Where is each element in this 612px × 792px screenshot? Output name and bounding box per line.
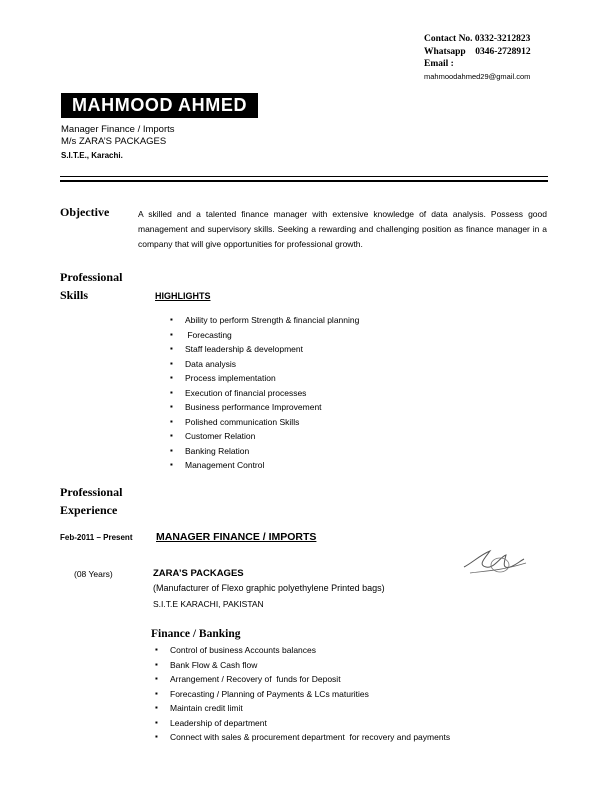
company-line: M/s ZARA’S PACKAGES — [61, 136, 167, 147]
list-item: ▪ Control of business Accounts balances — [170, 643, 450, 658]
divider-top — [60, 176, 548, 177]
objective-heading: Objective — [60, 205, 110, 219]
list-item: ▪ Forecasting — [185, 328, 359, 343]
signature-mark — [460, 545, 532, 581]
list-item: ▪ Ability to perform Strength & financial planning — [185, 313, 359, 328]
list-item: ▪ Customer Relation — [185, 429, 359, 444]
contact-email-label: Email : — [424, 59, 454, 69]
job-role — [156, 531, 316, 543]
contact-whatsapp: Whatsapp 0346-2728912 — [424, 46, 531, 57]
list-item: ▪ Arrangement / Recovery of funds for Deposit — [170, 672, 450, 687]
list-item: ▪ Connect with sales & procurement department for recovery and payments — [170, 730, 450, 745]
experience-duration: (08 Years) — [74, 569, 113, 579]
list-item: ▪ Polished communication Skills — [185, 415, 359, 430]
employment-period: Feb-2011 – Present — [60, 533, 133, 542]
employer-location: S.I.T.E KARACHI, PAKISTAN — [153, 599, 264, 609]
contact-block — [424, 33, 531, 83]
list-item: ▪ Bank Flow & Cash flow — [170, 658, 450, 673]
job-role-text: MANAGER FINANCE / IMPORTS — [156, 531, 317, 543]
job-title: Manager Finance / Imports — [61, 124, 175, 135]
skills-heading-line2: Skills — [60, 288, 89, 302]
contact-email[interactable]: mahmoodahmed29@gmail.com — [424, 71, 531, 81]
employer-name: ZARA’S PACKAGES — [153, 568, 244, 579]
divider-bottom — [60, 180, 548, 182]
duties-list — [170, 643, 450, 745]
list-item: ▪ Process implementation — [185, 371, 359, 386]
objective-text: A skilled and a talented finance manager with extensive knowledge of data analysis. Possess good management and supervisory skills. Seeking a rewarding and challenging position as finance manager in a company that will give opportunities for professional growth. — [138, 209, 547, 249]
finance-banking-heading: Finance / Banking — [151, 628, 241, 640]
list-item: ▪ Leadership of department — [170, 716, 450, 731]
list-item: ▪ Staff leadership & development — [185, 342, 359, 357]
candidate-name: MAHMOOD AHMED — [61, 93, 258, 118]
highlights-label: HIGHLIGHTS — [155, 291, 211, 301]
employer-description: (Manufacturer of Flexo graphic polyethylene Printed bags) — [153, 583, 385, 593]
experience-heading-line1: Professional — [60, 485, 123, 499]
location-line: S.I.T.E., Karachi. — [61, 151, 123, 160]
list-item: ▪ Execution of financial processes — [185, 386, 359, 401]
list-item: ▪ Maintain credit limit — [170, 701, 450, 716]
contact-phone: Contact No. 0332-3212823 — [424, 34, 531, 44]
list-item: ▪ Banking Relation — [185, 444, 359, 459]
experience-heading-line2: Experience — [60, 503, 118, 517]
list-item: ▪ Forecasting / Planning of Payments & LCs maturities — [170, 687, 450, 702]
skills-heading-line1: Professional — [60, 270, 123, 284]
list-item: ▪ Management Control — [185, 458, 359, 473]
list-item: ▪ Business performance Improvement — [185, 400, 359, 415]
list-item: ▪ Data analysis — [185, 357, 359, 372]
skills-list — [185, 313, 359, 473]
